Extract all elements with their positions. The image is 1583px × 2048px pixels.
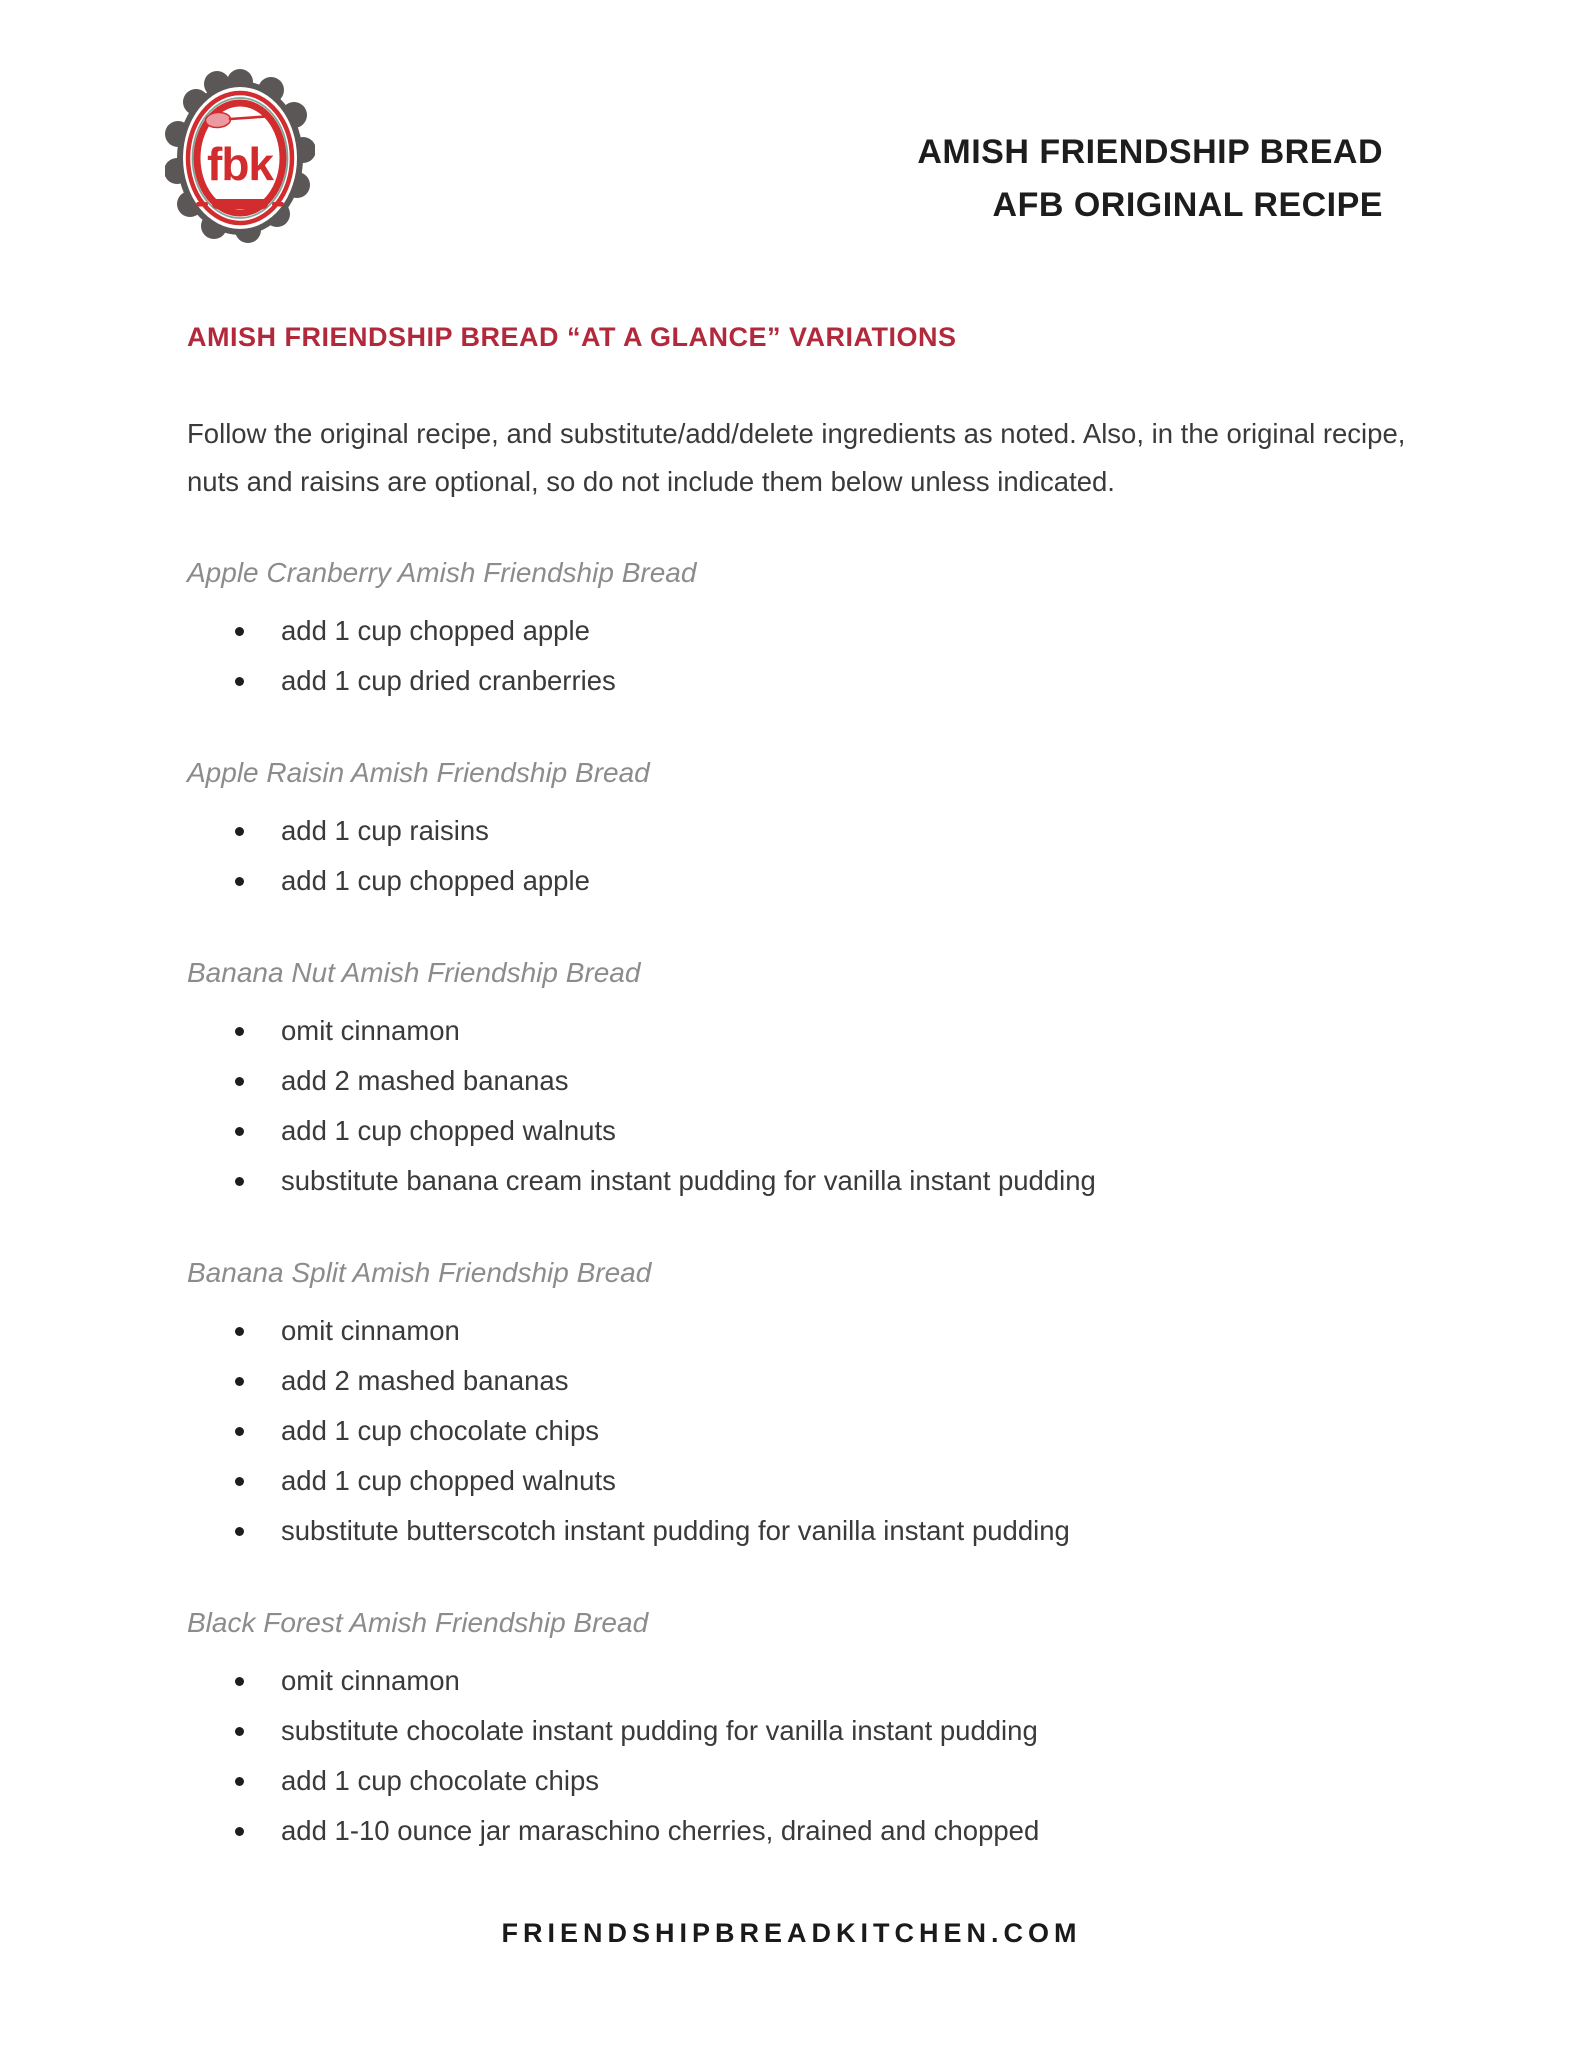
variation-item: substitute banana cream instant pudding for vanilla instant pudding <box>187 1156 1412 1206</box>
variation-item: add 1 cup chocolate chips <box>187 1406 1412 1456</box>
variation-list <box>187 606 1412 706</box>
variation-item: add 1 cup chopped apple <box>187 606 1412 656</box>
variation-section <box>187 956 1412 1206</box>
document-body <box>187 320 1412 1856</box>
variation-title: Banana Nut Amish Friendship Bread <box>187 957 641 988</box>
variation-title: Apple Cranberry Amish Friendship Bread <box>187 557 697 588</box>
variation-item: add 1 cup dried cranberries <box>187 656 1412 706</box>
variation-item: omit cinnamon <box>187 1656 1412 1706</box>
variation-item: add 2 mashed bananas <box>187 1356 1412 1406</box>
variation-item: add 1 cup chopped walnuts <box>187 1106 1412 1156</box>
variation-section <box>187 756 1412 906</box>
variation-sections <box>187 556 1412 1856</box>
variations-heading: AMISH FRIENDSHIP BREAD “AT A GLANCE” VARIATIONS <box>187 322 957 352</box>
variation-section <box>187 1256 1412 1556</box>
variation-item: add 1-10 ounce jar maraschino cherries, drained and chopped <box>187 1806 1412 1856</box>
variation-title: Banana Split Amish Friendship Bread <box>187 1257 652 1288</box>
fbk-badge-seal <box>165 68 315 248</box>
fbk-logo <box>165 68 315 248</box>
variation-item: substitute chocolate instant pudding for vanilla instant pudding <box>187 1706 1412 1756</box>
footer-website: FRIENDSHIPBREADKITCHEN.COM <box>501 1918 1082 1948</box>
document-title-line1: AMISH FRIENDSHIP BREAD <box>917 133 1383 171</box>
variation-list <box>187 1656 1412 1856</box>
variation-section <box>187 556 1412 706</box>
variation-item: add 1 cup raisins <box>187 806 1412 856</box>
variation-item: add 1 cup chocolate chips <box>187 1756 1412 1806</box>
variation-item: substitute butterscotch instant pudding for vanilla instant pudding <box>187 1506 1412 1556</box>
variation-item: omit cinnamon <box>187 1306 1412 1356</box>
variation-item: omit cinnamon <box>187 1006 1412 1056</box>
variation-item: add 1 cup chopped apple <box>187 856 1412 906</box>
variation-item: add 2 mashed bananas <box>187 1056 1412 1106</box>
variation-title: Apple Raisin Amish Friendship Bread <box>187 757 650 788</box>
variation-list <box>187 1306 1412 1556</box>
variation-list <box>187 806 1412 906</box>
variation-section <box>187 1606 1412 1856</box>
document-title-line2: AFB ORIGINAL RECIPE <box>992 186 1383 224</box>
variation-item: add 1 cup chopped walnuts <box>187 1456 1412 1506</box>
variation-list <box>187 1006 1412 1206</box>
document-title <box>917 126 1383 232</box>
logo-monogram: fbk <box>207 138 273 190</box>
intro-paragraph: Follow the original recipe, and substitute/add/delete ingredients as noted. Also, in the original recipe, nuts and raisins are optional, so do not include them below unless indicated. <box>187 418 1406 497</box>
variation-title: Black Forest Amish Friendship Bread <box>187 1607 649 1638</box>
